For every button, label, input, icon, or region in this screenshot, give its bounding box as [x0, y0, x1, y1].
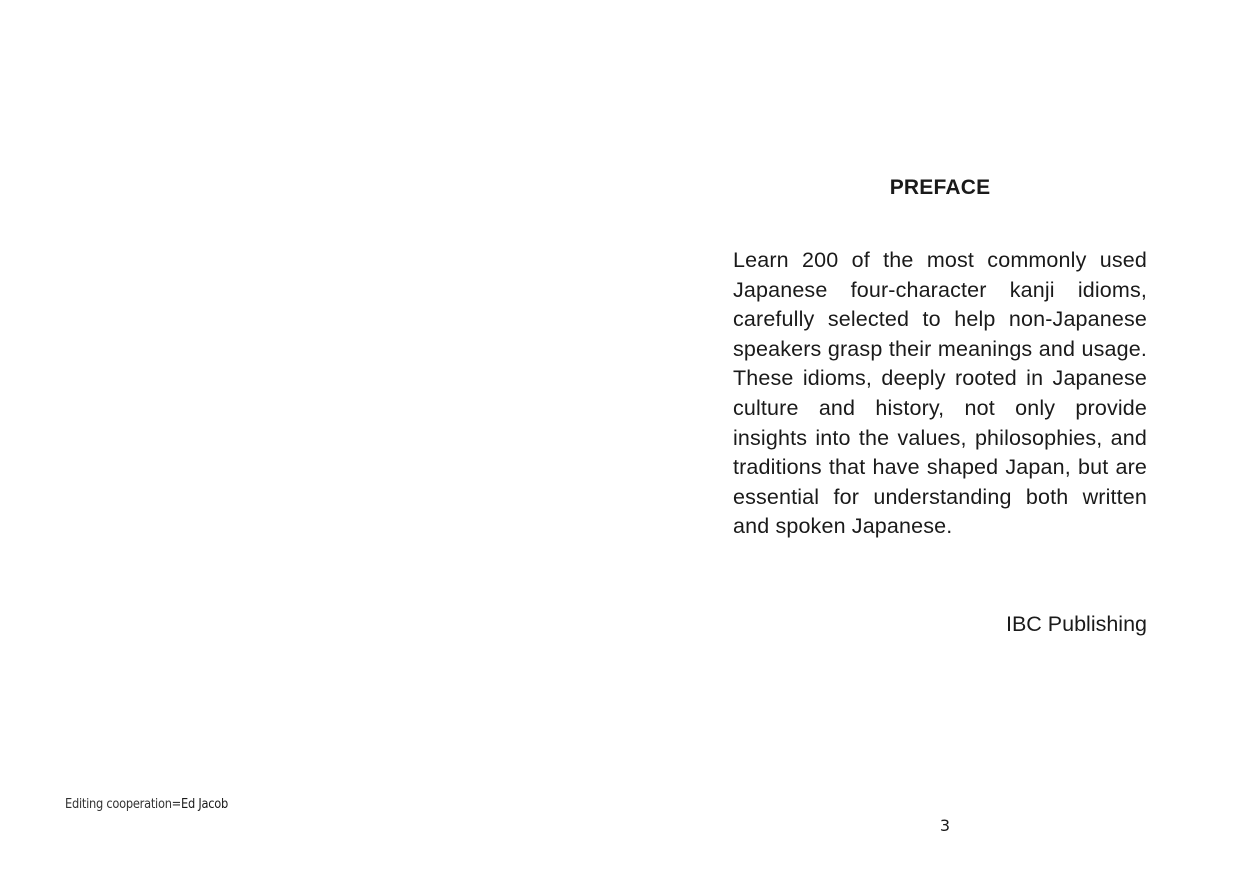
editing-credit [65, 797, 228, 812]
preface-title: PREFACE [889, 176, 991, 199]
right-page [620, 0, 1241, 875]
credit-name: Ed Jacob [181, 797, 228, 812]
preface-body: Learn 200 of the most commonly used Japanese four-character kanji idioms, carefully selected to help non-Japanese speakers grasp their meanings and usage. These idioms, deeply rooted in Japanese culture and history, not only provide insights into the values, philosophies, and traditions that have shaped Japan, but are essential for understanding both written and spoken Japanese. [733, 248, 1147, 539]
preface-signature: IBC Publishing [1005, 612, 1147, 636]
left-page [0, 0, 620, 875]
credit-label: Editing cooperation= [65, 797, 182, 812]
page-number: 3 [939, 816, 951, 835]
